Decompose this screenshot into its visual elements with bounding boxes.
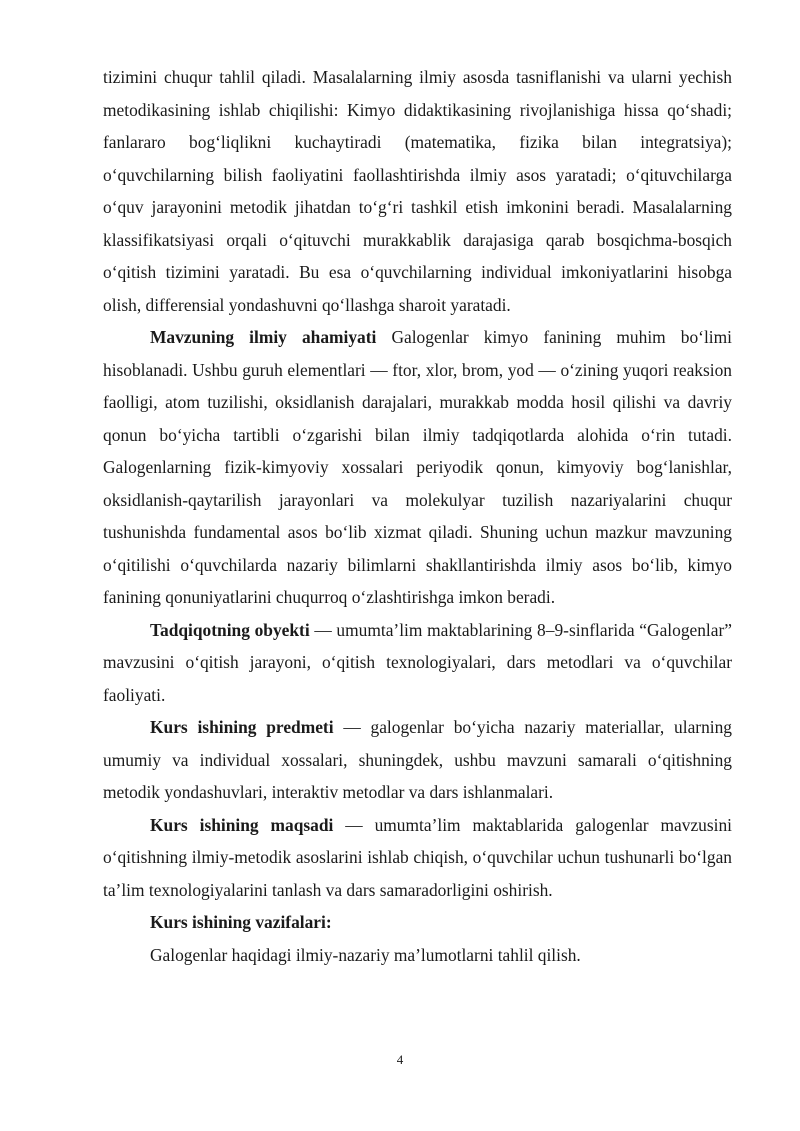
paragraph-text: Galogenlar kimyo fanining muhim bo‘limi hisoblanadi. Ushbu guruh elementlari — ftor, xlor, brom, yod — o‘zining yuqori reaksion faolligi, atom tuzilishi, oksidlanish darajalari, murakkab modda hosil qilishi va davriy qonun bo‘yicha tartibli o‘zgarishi bilan ilmiy tadqiqotlarda alohida o‘rin tutadi. Galogenlarning fizik-kimyoviy xossalari periyodik qonun, kimyoviy bog‘lanishlar, oksidlanish-qaytarilish jarayonlari va molekulyar tuzilish nazariyalarini chuqur tushunishda fundamental asos bo‘lib xizmat qiladi. Shuning uchun mazkur mavzuning o‘qitilishi o‘quvchilarda nazariy bilimlarni shakllantirishda ilmiy asos bo‘lib, kimyo fanining qonuniyatlarini chuqurroq o‘zlashtirishga imkon beradi.	[103, 327, 732, 607]
paragraph-research-object	[103, 614, 732, 712]
paragraph-course-goal	[103, 809, 732, 907]
paragraph-task-item	[103, 939, 732, 972]
paragraph-course-subject	[103, 711, 732, 809]
paragraph-heading: Mavzuning ilmiy ahamiyati	[150, 327, 377, 347]
paragraph-heading: Kurs ishining predmeti	[150, 717, 334, 737]
paragraph-scientific-importance	[103, 321, 732, 614]
paragraph-text: Galogenlar haqidagi ilmiy-nazariy ma’lumotlarni tahlil qilish.	[150, 944, 581, 965]
body-text	[103, 61, 732, 971]
paragraph-heading: Kurs ishining maqsadi	[150, 814, 334, 835]
paragraph-text: tizimini chuqur tahlil qiladi. Masalalarning ilmiy asosda tasniflanishi va ularni yechish metodikasining ishlab chiqilishi: Kimyo didaktikasining rivojlanishiga hissa qo‘shadi; fanlararo bog‘liqlikni kuchaytiradi (matematika, fizika bilan integratsiya); o‘quvchilarning bilish faoliyatini faollashtirishda ilmiy asos yaratadi; o‘qituvchilarga o‘quv jarayonini metodik jihatdan to‘g‘ri tashkil etish imkonini beradi. Masalalarning klassifikatsiyasi orqali o‘qituvchi murakkablik darajasiga qarab bosqichma-bosqich o‘qitish tizimini yaratadi. Bu esa o‘quvchilarning individual imkoniyatlarini hisobga olish, differensial yondashuvni qo‘llashga sharoit yaratadi.	[103, 67, 732, 315]
paragraph-continuation	[103, 61, 732, 321]
paragraph-text: — umumta’lim maktablarida galogenlar mavzusini o‘qitishning ilmiy-metodik asoslarini ishlab chiqish, o‘quvchilar uchun tushunarli bo‘lgan ta’lim texnologiyalarini tanlash va dars samaradorligini oshirish.	[103, 814, 732, 900]
paragraph-heading: Kurs ishining vazifalari:	[150, 912, 332, 932]
paragraph-text: — umumta’lim maktablarining 8–9-sinflarida “Galogenlar” mavzusini o‘qitish jarayoni, o‘qitish texnologiyalari, dars metodlari va o‘quvchilar faoliyati.	[103, 619, 732, 705]
page-number: 4	[396, 1052, 404, 1067]
paragraph-heading: Tadqiqotning obyekti	[150, 619, 310, 640]
paragraph-course-tasks	[103, 906, 732, 939]
paragraph-text: — galogenlar bo‘yicha nazariy materiallar, ularning umumiy va individual xossalari, shuningdek, ushbu mavzuni samarali o‘qitishning metodik yondashuvlari, interaktiv metodlar va dars ishlanmalari.	[103, 717, 732, 802]
